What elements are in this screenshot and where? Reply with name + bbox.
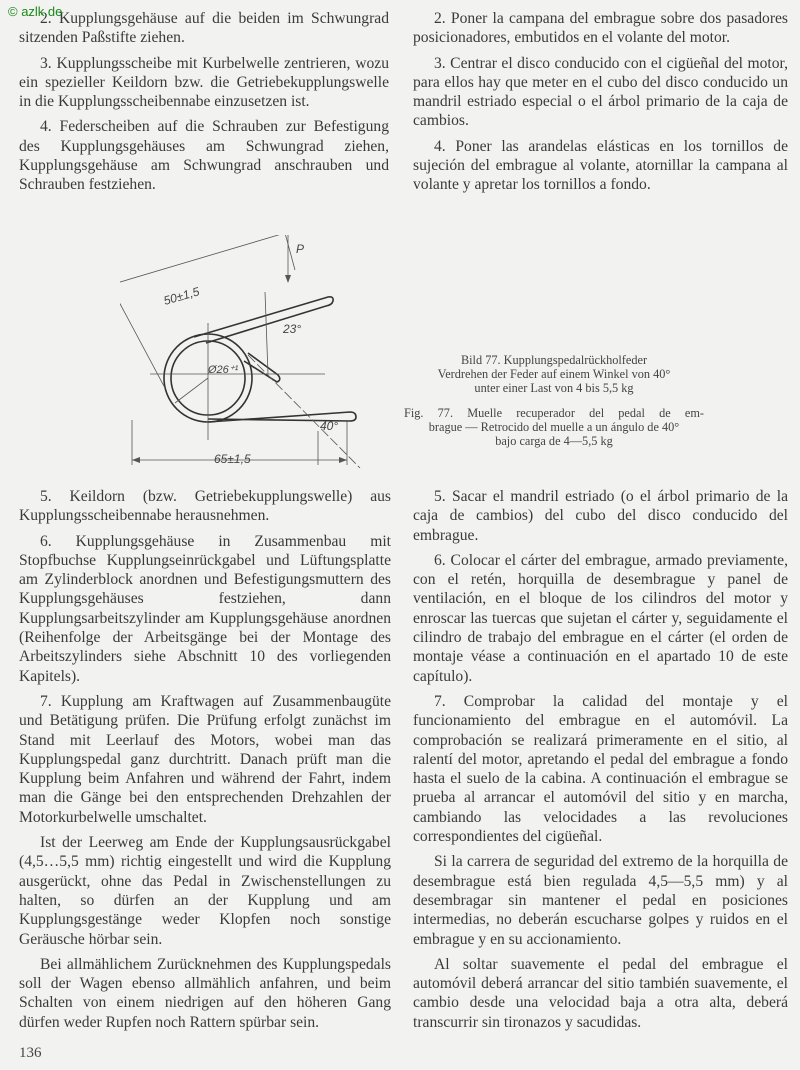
caption-line: bajo carga de 4—5,5 kg (495, 434, 613, 448)
figure-caption-german (404, 353, 704, 395)
diameter-label: Ø26⁺¹ (208, 364, 239, 376)
paragraph: 5. Keildorn (bzw. Getriebekupplungswelle) aus Kupplungsscheibennabe herausnehmen. (19, 488, 391, 525)
torsion-spring-drawing (120, 235, 410, 480)
paragraph: 2. Poner la campana del embrague sobre dos pasadores posicionadores, embutidos en el volante del motor. (413, 10, 788, 47)
caption-line: Fig. 77. Muelle recuperador del pedal de em- (404, 406, 704, 420)
caption-line: unter einer Last von 4 bis 5,5 kg (474, 381, 634, 395)
german-text-bottom (19, 487, 391, 1038)
paragraph: 5. Sacar el mandril estriado (o el árbol primario de la caja de cambios) del cubo del disco conducido del embrague. (413, 488, 788, 544)
spanish-text-bottom (413, 487, 788, 1038)
paragraph: Bei allmählichem Zurücknehmen des Kupplungspedals soll der Wagen ebenso allmählich anfahren, und beim Schalten von einem niedrigen auf den höheren Gang dürfen weder Rupfen noch Rattern spürbar sein. (19, 955, 391, 1031)
paragraph: Ist der Leerweg am Ende der Kupplungsausrückgabel (4,5…5,5 mm) richtig eingestellt und wird die Kupplung ausgerückt, ohne das Pedal in Zwischenstellungen zu halten, so dürfen an der Kupplung und am Kupplungsgestänge weder Klopfen noch sonstige Geräusche hörbar sein. (19, 834, 391, 948)
caption-line: Verdrehen der Feder auf einem Winkel von 40° (437, 367, 671, 381)
angle-top-label: 23° (283, 322, 302, 336)
paragraph: 7. Comprobar la calidad del montaje y el funcionamiento del embrague en el automóvil. La comprobación se realizará primeramente en el sitio, al ralentí del motor, apretando el pedal del embrague a fondo hasta el suelo de la cabina. A continuación el embrague se prueba al arrancar el automóvil del sitio y en marcha, cambiando las velocidades a las revoluciones correspondientes del cigüeñal. (413, 692, 788, 846)
paragraph: 4. Federscheiben auf die Schrauben zur Befestigung des Kupplungsgehäuses am Schwungrad ziehen, Kupplungsgehäuse am Schwungrad anschrauben und Schrauben festziehen. (19, 118, 389, 194)
spring-diagram (120, 235, 410, 480)
paragraph: 4. Poner las arandelas elásticas en los tornillos de sujeción del embrague al volante, atornillar la campana al volante y apretar los tornillos a fondo. (413, 137, 788, 194)
paragraph: 3. Kupplungsscheibe mit Kurbelwelle zentrieren, wozu ein spezieller Keildorn bzw. die Getriebekupplungswelle in die Kupplungsscheibennabe einzusetzen ist. (19, 54, 389, 111)
paragraph: 3. Centrar el disco conducido con el cigüeñal del motor, para ellos hay que meter en el cubo del disco conducido un mandril estriado especial o el árbol primario de la caja de cambios. (413, 54, 788, 130)
length-top-label: 50±1,5 (161, 284, 202, 308)
force-label: P (296, 242, 305, 256)
paragraph: 7. Kupplung am Kraftwagen auf Zusammenbaugüte und Betätigung prüfen. Die Prüfung erfolgt zunächst im Stand mit Leerlauf des Motors, wobei man das Kupplungspedal ganz durchtritt. Danach prüft man die Kupplung beim Anfahren und während der Fahrt, indem man die Gänge bei den entsprechenden Drehzahlen der Motorkurbelwelle umschaltet. (19, 692, 391, 826)
caption-title: Bild 77. Kupplungspedalrückholfeder (460, 353, 648, 367)
paragraph: 6. Kupplungsgehäuse in Zusammenbau mit Stopfbuchse Kupplungseinrückgabel und Lüftungsplatte am Zylinderblock anordnen und Befestigungsmuttern des Kupplungsgehäuses festziehen, dann Kupplungsarbeitszylinder am Kupplungsgehäuse anordnen (Reihenfolge der Arbeitsgänge bei der Montage des Arbeitszylinders siehe Abschnitt 10 des vorliegenden Kapitels). (19, 532, 391, 685)
paragraph: 6. Colocar el cárter del embrague, armado previamente, con el retén, horquilla de desembrague y panel de ventilación, en el bloque de los cilindros del motor y enroscar las tuercas que sujetan el cárter y, seguidamente el cilindro de trabajo del embrague en el cárter (el orden de montaje véase a continuación en el apartado 10 de este capítulo). (413, 551, 788, 685)
spanish-text-top (413, 9, 788, 201)
angle-bottom-label: 40° (320, 419, 339, 433)
paragraph: 2. Kupplungsgehäuse auf die beiden im Schwungrad sitzenden Paßstifte ziehen. (19, 10, 389, 47)
watermark: © azlk.de (8, 4, 63, 19)
length-bottom-label: 65±1,5 (214, 452, 251, 466)
caption-line: brague — Retrocido del muelle a un ángulo de 40° (428, 420, 680, 434)
figure-caption-spanish (404, 406, 704, 448)
page-number: 136 (19, 1045, 42, 1061)
paragraph: Si la carrera de seguridad del extremo de la horquilla de desembrague está bien regulada 4,5—5,5 mm) y al desembragar sin mantener el pedal en posiciones intermedias, no deberán escucharse golpes y ruidos en el embrague y en su accionamiento. (413, 853, 788, 948)
paragraph: Al soltar suavemente el pedal del embrague el automóvil deberá arrancar del sitio también suavemente, el cambio desde una velocidad baja a otra alta, deberá transcurrir sin tironazos y sacudidas. (413, 955, 788, 1031)
german-text-top (19, 9, 389, 201)
